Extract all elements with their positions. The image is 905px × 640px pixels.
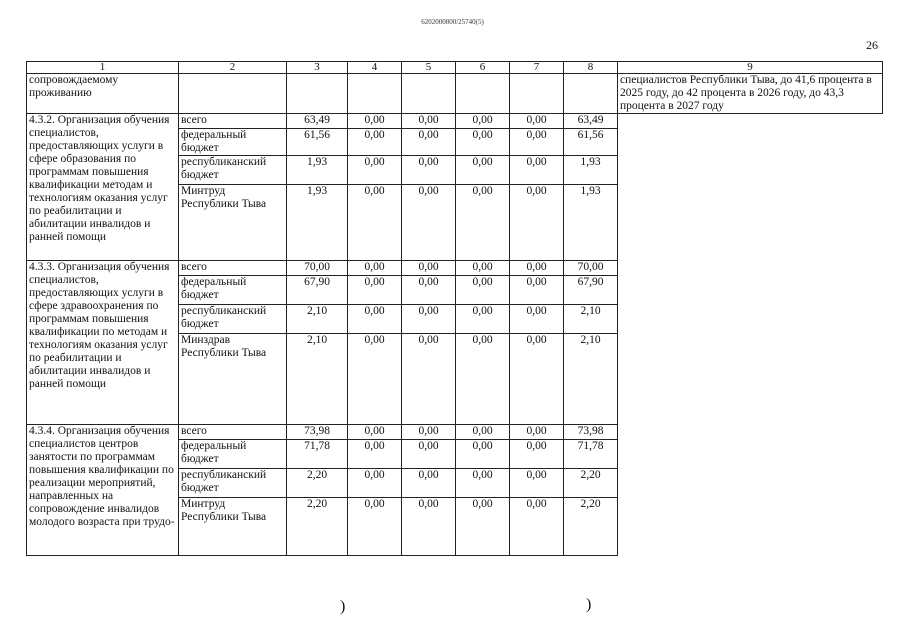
value-cell: 0,00 <box>402 185 456 261</box>
activity-title: 4.3.4. Организация обучения специалистов центров занятости по программам повышения квалификации по реализации мероприятий, направленных на сопровождение инвалидов молодого возраста при трудо- <box>27 425 179 556</box>
value-cell: 71,78 <box>287 440 348 469</box>
scan-mark: ) <box>340 598 346 615</box>
column-header: 6 <box>456 62 510 74</box>
column-header: 4 <box>348 62 402 74</box>
funding-source: Минздрав Республики Тыва <box>179 334 287 425</box>
column-header: 8 <box>564 62 618 74</box>
funding-source: республиканский бюджет <box>179 156 287 185</box>
value-cell: 0,00 <box>510 334 564 425</box>
activity-title: 4.3.2. Организация обучения специалистов, предоставляющих услуги в сфере образования по программам повышения квалификации методам и технологиям оказания услуг по реабилитации и абилитации инвалидов и ранней помощи <box>27 114 179 261</box>
value-cell: 2,20 <box>564 498 618 556</box>
value-cell: 0,00 <box>402 276 456 305</box>
value-cell: 0,00 <box>348 261 402 276</box>
value-cell: 67,90 <box>287 276 348 305</box>
value-cell: 0,00 <box>348 425 402 440</box>
value-cell: 2,10 <box>564 334 618 425</box>
value-cell: 0,00 <box>510 129 564 156</box>
funding-source: федеральный бюджет <box>179 129 287 156</box>
value-cell: 0,00 <box>348 185 402 261</box>
funding-source: Минтруд Республики Тыва <box>179 185 287 261</box>
value-cell: 0,00 <box>510 425 564 440</box>
column-header: 1 <box>27 62 179 74</box>
value-cell: 0,00 <box>402 129 456 156</box>
value-cell: 0,00 <box>348 440 402 469</box>
value-cell: 0,00 <box>510 114 564 129</box>
value-cell: 0,00 <box>456 114 510 129</box>
value-cell: 0,00 <box>456 334 510 425</box>
funding-source: всего <box>179 261 287 276</box>
value-cell: 67,90 <box>564 276 618 305</box>
funding-source: всего <box>179 425 287 440</box>
activity-title: 4.3.3. Организация обучения специалистов, предоставляющих услуги в сфере здравоохранения по программам повышения квалификации по методам и технологиям оказания услуг по реабилитации и абилитации инвалидов и ранней помощи <box>27 261 179 425</box>
scan-mark: ) <box>586 596 592 613</box>
value-cell: 0,00 <box>510 261 564 276</box>
value-cell: 0,00 <box>402 440 456 469</box>
value-cell: 2,20 <box>564 469 618 498</box>
value-cell: 0,00 <box>456 498 510 556</box>
value-cell: 63,49 <box>564 114 618 129</box>
funding-source: Минтруд Республики Тыва <box>179 498 287 556</box>
value-cell: 0,00 <box>402 425 456 440</box>
page-number: 26 <box>866 38 878 52</box>
value-cell: 0,00 <box>456 261 510 276</box>
value-cell: 0,00 <box>456 185 510 261</box>
value-cell: 0,00 <box>510 276 564 305</box>
value-cell: 73,98 <box>564 425 618 440</box>
column-header: 9 <box>618 62 883 74</box>
value-cell: 2,10 <box>564 305 618 334</box>
column-header: 2 <box>179 62 287 74</box>
value-cell: 0,00 <box>456 305 510 334</box>
value-cell: 0,00 <box>402 498 456 556</box>
budget-table <box>26 61 883 556</box>
value-cell: 0,00 <box>348 469 402 498</box>
table-row <box>27 114 883 129</box>
value-cell: 1,93 <box>287 156 348 185</box>
value-cell: 0,00 <box>402 114 456 129</box>
funding-source: всего <box>179 114 287 129</box>
value-cell: 0,00 <box>510 185 564 261</box>
value-cell: 0,00 <box>348 114 402 129</box>
value-cell: 0,00 <box>348 305 402 334</box>
column-header: 7 <box>510 62 564 74</box>
value-cell: 0,00 <box>510 498 564 556</box>
value-cell: 1,93 <box>564 185 618 261</box>
value-cell: 2,20 <box>287 498 348 556</box>
value-cell: 70,00 <box>287 261 348 276</box>
value-cell: 0,00 <box>456 156 510 185</box>
value-cell: 0,00 <box>402 156 456 185</box>
value-cell: 0,00 <box>456 276 510 305</box>
funding-source: республиканский бюджет <box>179 305 287 334</box>
value-cell: 70,00 <box>564 261 618 276</box>
value-cell: 0,00 <box>348 129 402 156</box>
funding-source: федеральный бюджет <box>179 440 287 469</box>
value-cell: 0,00 <box>510 440 564 469</box>
funding-source: республиканский бюджет <box>179 469 287 498</box>
value-cell: 0,00 <box>402 469 456 498</box>
value-cell: 0,00 <box>402 261 456 276</box>
value-cell: 1,93 <box>287 185 348 261</box>
value-cell: 0,00 <box>456 425 510 440</box>
value-cell: 0,00 <box>348 156 402 185</box>
value-cell: 0,00 <box>348 334 402 425</box>
value-cell: 61,56 <box>564 129 618 156</box>
header-row <box>27 62 883 74</box>
value-cell: 0,00 <box>510 156 564 185</box>
activity-continuation: сопровождаемому проживанию <box>27 74 179 114</box>
value-cell: 0,00 <box>510 469 564 498</box>
value-cell: 0,00 <box>402 305 456 334</box>
value-cell: 0,00 <box>456 469 510 498</box>
value-cell: 0,00 <box>348 276 402 305</box>
value-cell: 63,49 <box>287 114 348 129</box>
value-cell: 0,00 <box>456 129 510 156</box>
value-cell: 73,98 <box>287 425 348 440</box>
value-cell: 0,00 <box>510 305 564 334</box>
column-header: 5 <box>402 62 456 74</box>
value-cell: 2,10 <box>287 305 348 334</box>
value-cell: 2,10 <box>287 334 348 425</box>
value-cell: 2,20 <box>287 469 348 498</box>
value-cell: 0,00 <box>348 498 402 556</box>
indicator-text: специалистов Республики Тыва, до 41,6 процента в 2025 году, до 42 процента в 2026 году, до 43,3 процента в 2027 году <box>618 74 883 114</box>
value-cell: 1,93 <box>564 156 618 185</box>
funding-source: федеральный бюджет <box>179 276 287 305</box>
value-cell: 0,00 <box>456 440 510 469</box>
column-header: 3 <box>287 62 348 74</box>
value-cell: 71,78 <box>564 440 618 469</box>
table-row <box>27 74 883 114</box>
document-id: 6202000800/25740(5) <box>421 18 484 26</box>
value-cell: 0,00 <box>402 334 456 425</box>
value-cell: 61,56 <box>287 129 348 156</box>
